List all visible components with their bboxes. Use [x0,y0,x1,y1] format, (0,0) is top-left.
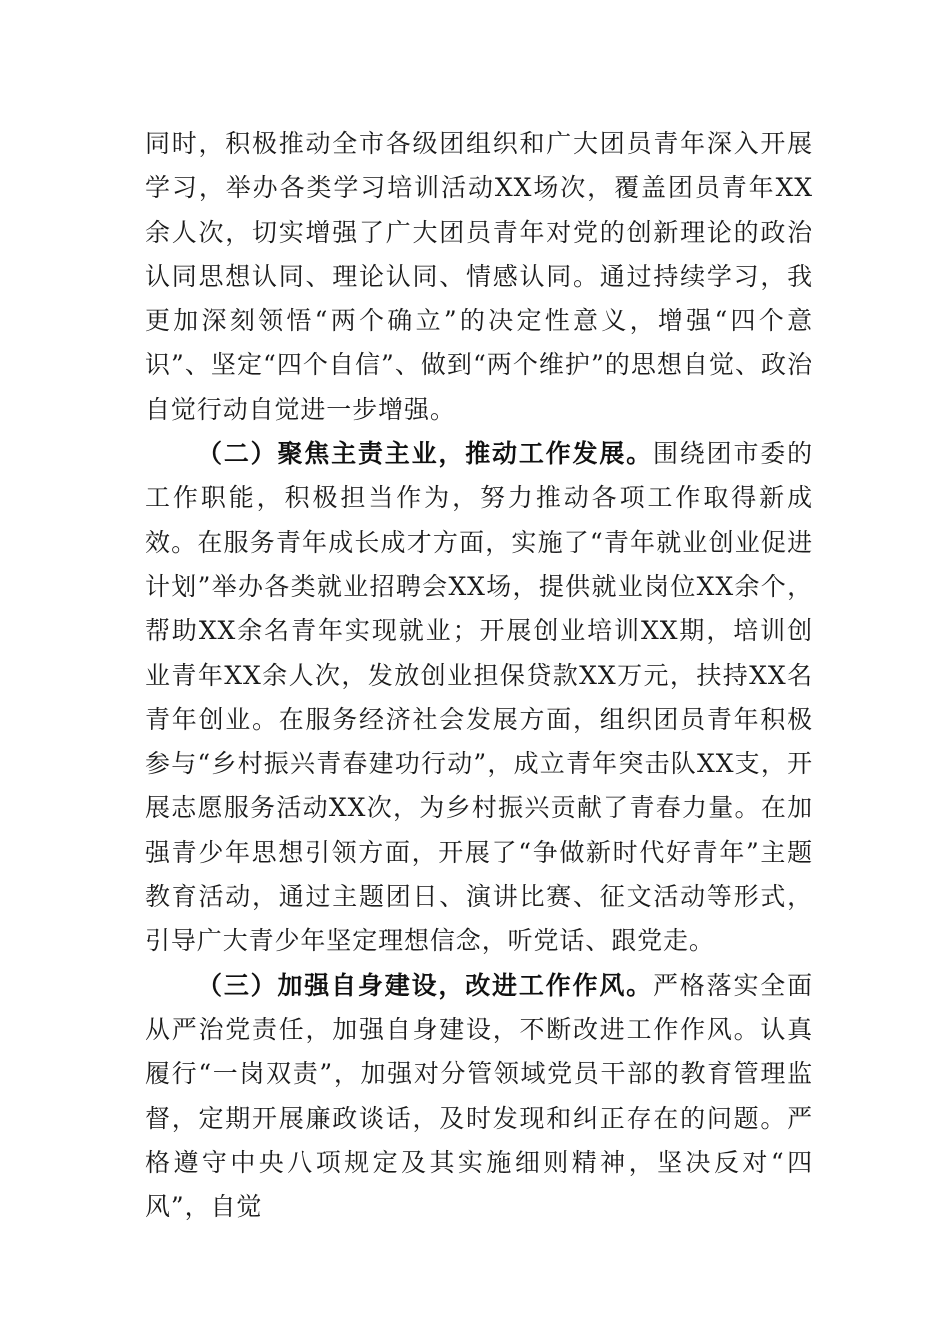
paragraph-1-body: 同时，积极推动全市各级团组织和广大团员青年深入开展学习，举办各类学习培训活动XX场次，覆盖团员青年XX余人次，切实增强了广大团员青年对党的创新理论的政治认同思想认同、理论认同、情感认同。通过持续学习，我更加深刻领悟“两个确立”的决定性意义，增强“四个意识”、坚定“四个自信”、做到“两个维护”的思想自觉、政治自觉行动自觉进一步增强。 [145,129,813,424]
document-body [145,122,813,1229]
paragraph-continuation [145,122,813,432]
section-2-heading: （二）聚焦主责主业，推动工作发展。 [197,439,653,469]
paragraph-section-3 [145,964,813,1230]
section-2-body: 围绕团市委的工作职能，积极担当作为，努力推动各项工作取得新成效。在服务青年成长成才方面，实施了“青年就业创业促进计划”举办各类就业招聘会XX场，提供就业岗位XX余个，帮助XX余名青年实现就业；开展创业培训XX期，培训创业青年XX余人次，发放创业担保贷款XX万元，扶持XX名青年创业。在服务经济社会发展方面，组织团员青年积极参与“乡村振兴青春建功行动”，成立青年突击队XX支，开展志愿服务活动XX次，为乡村振兴贡献了青春力量。在加强青少年思想引领方面，开展了“争做新时代好青年”主题教育活动，通过主题团日、演讲比赛、征文活动等形式，引导广大青少年坚定理想信念，听党话、跟党走。 [145,439,813,956]
paragraph-section-2 [145,432,813,964]
section-3-heading: （三）加强自身建设，改进工作作风。 [197,970,653,1000]
section-3-body: 严格落实全面从严治党责任，加强自身建设，不断改进工作作风。认真履行“一岗双责”，加强对分管领域党员干部的教育管理监督，定期开展廉政谈话，及时发现和纠正存在的问题。严格遵守中央八项规定及其实施细则精神，坚决反对“四风”，自觉 [145,970,813,1222]
